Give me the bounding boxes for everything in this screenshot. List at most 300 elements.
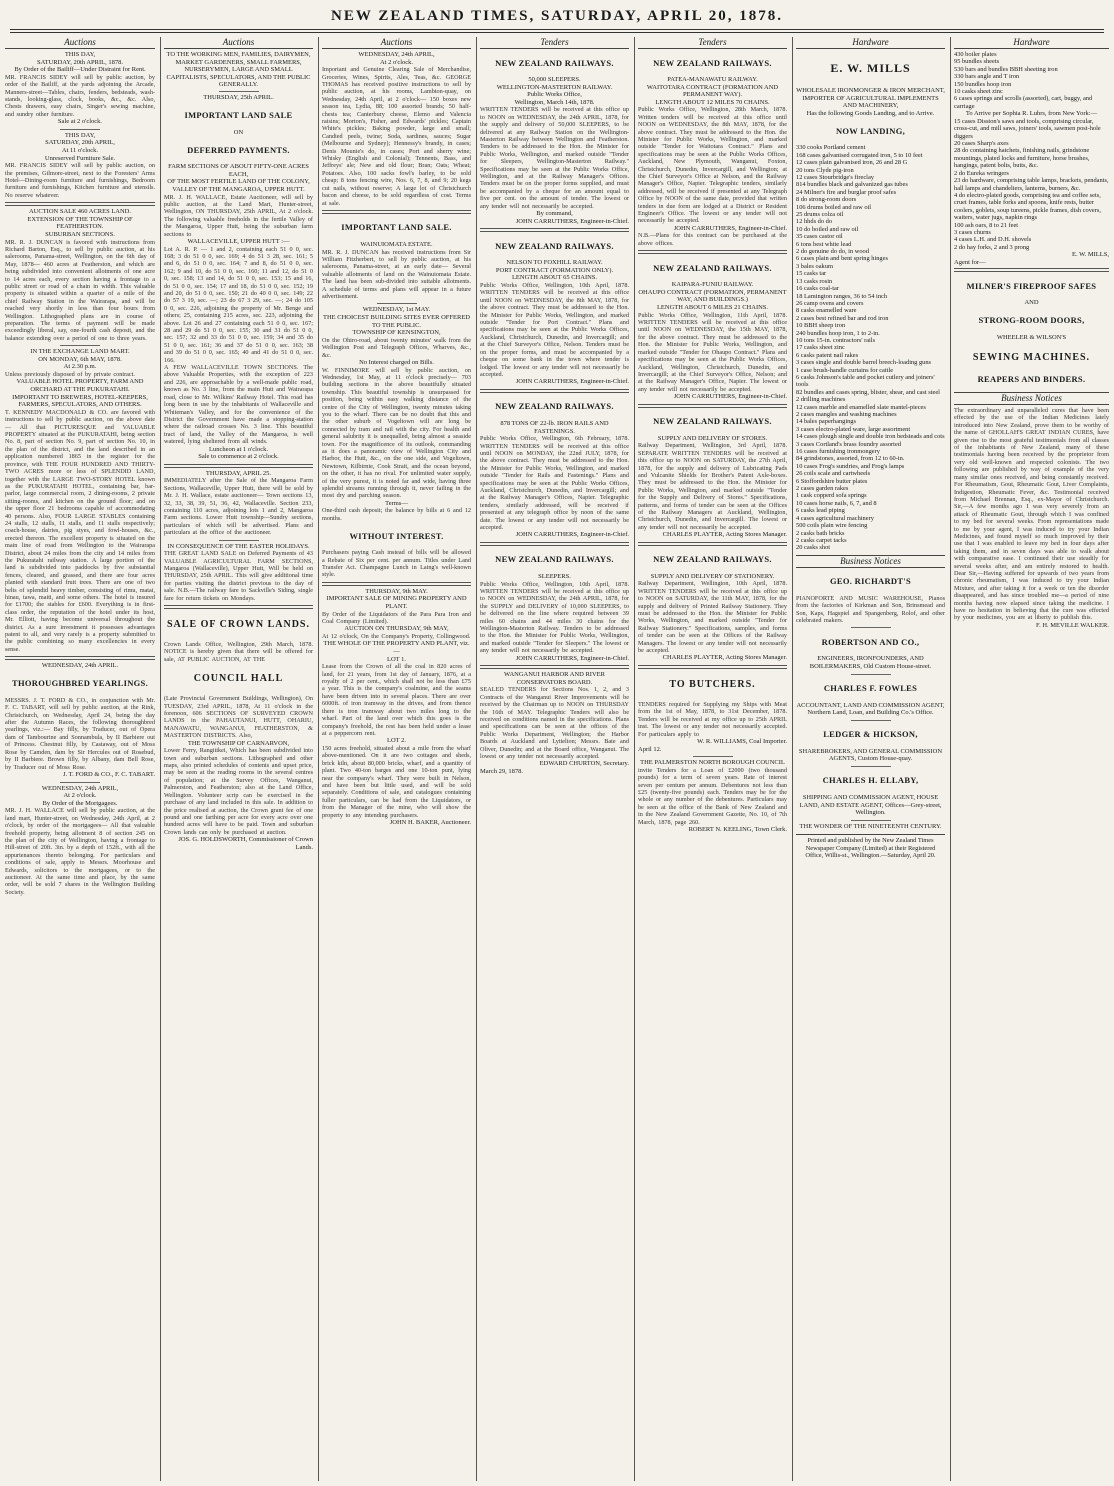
ad-signature: E. W. MILLS,: [1071, 251, 1109, 259]
ad-body: IMMEDIATELY after the Sale of the Mangaroa Farm Sections, Wallaceville, Upper Hutt, there will be sold by Mr. J. H. Wallace, estate auctioneer— Town sections 13, 32, 33, 38, 39, 51, 36, 42, Wallaceville. Section 233, containing 110 acres, adjoining lots 1 and 2, Mangaroa Farm sections. Lower Hutt township—Sundry sections, particulars of which will be advertised. Plans and particulars at the office of the auctioneer.: [164, 477, 313, 537]
tender-ad: [480, 401, 629, 539]
column-hardware-2: [950, 37, 1112, 1481]
column-heading: Hardware: [796, 37, 945, 49]
goods-list-item: 12 cases Stourbridge's fireclay: [796, 174, 874, 181]
ad-signature: JOHN CARRUTHERS, Engineer-in-Chief.: [515, 531, 629, 539]
ad-text: ACCOUNTANT, LAND AND COMMISSION AGENT, Northern Land, Loan, and Building Co.'s Office.: [796, 701, 945, 717]
ad-heading: NOW LANDING,: [835, 125, 906, 136]
ad-subhead: NELSON TO FOXHILL RAILWAY.: [506, 259, 603, 267]
business-notice: [796, 775, 945, 816]
ad-signature: ROBERT N. KEELING, Town Clerk.: [688, 826, 787, 834]
ad-body: At 12 o'clock, On the Company's Property, Collingwood.: [322, 633, 471, 641]
divider: [377, 303, 417, 304]
divider: [5, 656, 155, 660]
ad-heading: SEWING MACHINES.: [972, 351, 1091, 363]
ad-body: N.B.—Plans for this contract can be purchased at the above offices.: [638, 232, 787, 247]
ad-date: WEDNESDAY, 24th APRIL,: [358, 51, 435, 58]
goods-list-item: 20 tons Clyde pig-iron: [796, 166, 854, 174]
ad-body: Railway Department, Wellington, 10th April, 1878. WRITTEN TENDERS will be received at this office up to NOON on SATURDAY, the 11th MAY, 1878, for the supply and delivery of Printed Railway Stationery. They must be addressed to the Hon. the Minister for Public Works, Wellington, and marked outside "Tender for Railway Stationery." Specifications, samples, and forms of tender can be seen at the Offices of the Railway Managers. The lowest or any tender will not necessarily be accepted.: [638, 580, 787, 655]
masthead-rule: [10, 29, 1104, 30]
divider: [480, 389, 629, 393]
advertiser-name: ROBERTSON AND CO.,: [821, 636, 920, 647]
ad-body: MR. R. J. DUNCAN has received instructions from Sir William Fitzherbert, to sell by public auction, at his salerooms, Panama-street, at an early date— Several valuable allotments of land on the Wainuiomata Estate. The land has been sub-divided into suitable allotments. A schedule of terms and plans will appear in a future advertisement.: [322, 248, 471, 300]
ad-subhead: EXTENSION OF THE TOWNSHIP OF FEATHERSTON.: [27, 215, 133, 231]
section-heading: Business Notices: [954, 392, 1109, 405]
divider: [851, 627, 891, 628]
hardware-ad: [796, 61, 945, 552]
goods-list-item: 10 do boiled and raw oil: [796, 225, 859, 233]
ad-body: The extraordinary and unparalleled cures that have been effected by the use of the Indian Medicines lately introduced into New Zealand, prove them to be worthy of the name of GHOLLAH'S GREAT INDIAN CURES, have given rise to the most grateful testimonials from all classes of the inhabitants of New Zealand, many of these testimonials having been received by the proprietor from very old well-known and respected colonists. The two following are published by way of example of the very many similar ones received, and being constantly received. For Rheumatism, Gout, Rheumatic Gout, Liver Complaints, Indigestion, Rheumatic Fever, &c. Testimonial received from Michael Brennan, Esq., ex-Mayor of Christchurch. Sir,—A few months ago I was very severely from an attack of Rheumatic Gout, through which I was confined to my bed for several weeks. From representations made to me by your agent, I was induced to try your Indian Medicines, and found myself so much improved by their use that I was enabled to leave my bed in four days after taking them, and in seven days was able to walk about with comparative ease. I continued their use steadily for several weeks after, and am entirely restored to health. Dear Sir,—Having suffered for upwards of two years from chronic rheumatism, I was induced to try your Indian Mixture, and after taking it for a week or ten the disorder disappeared, and has since troubled me—a period of nine months having now elapsed since taking the medicine. I have no hesitation in believing that the cure was effected by your medicines, you are at liberty to publish this.: [954, 407, 1109, 622]
tender-ad: [638, 58, 787, 248]
ad-body: W. FINNIMORE will sell by public auction, on Wednesday, 1st May, at 11 o'clock precisely— 703 building sections in the above beautifully situated township. This beautiful township is unsurpassed for position, being within easy walking distance of the centre of the City of Wellington, twenty minutes taking you to the wharf. There can be no doubt that this and the other suburb of Vogeltown will are long be connected by tram and rail with the city. For health and general salubrity it is unequalled, being almost a seaside town. For the magnificence of its outlook, commanding as it does a panoramic view of Wellington City and Harbor, the Hutt, &c., on the one side, and Vogeltown, Newtown, Kilbirnie, Cook Strait, and the ocean beyond, on the other, it has no rival. For unlimited water supply, of the very purest, it is noted far and wide, having three splendid streams running through it, never failing in the most dry and parching season.: [322, 366, 471, 500]
goods-list-item: 35 cases castor oil: [796, 233, 843, 241]
divider: [480, 542, 629, 546]
ad-text: SHIPPING AND COMMISSION AGENT, HOUSE LAND, AND ESTATE AGENT, Offices—Grey-street, Wellington.: [799, 793, 942, 817]
ad-body: Purchasers paying Cash instead of bills will be allowed a Rebate of Six per cent. per annum. Titles under Land Transfer Act. Champagne Lunch in Laing's well-known style.: [322, 549, 471, 579]
goods-list-item: 26 coils scale and cartwheels: [796, 470, 871, 478]
goods-list-item: 95 bundles sheets: [954, 58, 1000, 66]
ad-date: SATURDAY, 20th APRIL,: [45, 139, 115, 147]
divider: [219, 540, 259, 541]
ad-heading: NEW ZEALAND RAILWAYS.: [495, 554, 614, 565]
goods-list-item: 106 drums boiled and raw oil: [796, 203, 872, 211]
column-heading: Hardware: [954, 37, 1109, 49]
divider: [638, 665, 787, 669]
goods-list-item: 15 cases Disston's saws and tools, comprising circular, cross-cut, and mill saws, joiners' tools, sawmen post-hole diggers: [954, 117, 1101, 140]
goods-list-item: 330 bars angle and T iron: [954, 73, 1020, 81]
auction-ad: [5, 348, 155, 653]
goods-list-item: 23 do hardware, comprising table lamps, brackets, pendants, hall lamps and chandeliers, lanterns, burners, &c.: [954, 177, 1109, 192]
ad-subhead: SLEEPERS.: [538, 572, 571, 580]
business-notice: [796, 637, 945, 671]
ad-body: Lower Ferry, Rangitikei, Which has been subdivided into town and suburban sections. Lithographed and other maps, also printed schedules of contents and upset price, may be seen at the reading rooms in the several centres of population; at the Survey Offices, Wanganui, Palmerston, and Featherston; also at the Land Office, Wellington. Volunteer scrip can be exercised in the purchase of any land included in this sale. In addition to the price realised at auction, the Crown grant fee of one pound and one farthing per acre for every acre over one hundred acres will have to be paid. Town and suburban Crown lands can only be purchased at auction.: [164, 747, 313, 836]
tender-ad: [480, 554, 629, 662]
ad-heading: IMPORTANT LAND SALE: [184, 110, 293, 121]
divider: [693, 756, 733, 757]
ad-subhead: IMPORTER OF AGRICULTURAL IMPLEMENTS AND MACHINERY,: [802, 94, 939, 110]
ad-heading: COUNCIL HALL: [193, 673, 284, 685]
ad-text: Has the following Goods Landing, and to Arrive.: [806, 109, 935, 117]
column-heading: Auctions: [5, 37, 155, 49]
ad-heading: THOROUGHBRED YEARLINGS.: [12, 678, 148, 689]
ad-subhead: WHOLESALE IRONMONGER & IRON MERCHANT,: [796, 87, 945, 94]
ad-text: Luncheon at 1 o'clock.: [209, 445, 268, 453]
column-heading: Tenders: [480, 37, 629, 49]
goods-list: [954, 51, 1109, 110]
goods-list-item: 2 drilling machines: [796, 396, 846, 404]
ad-text: Terms—: [385, 499, 408, 507]
column-hardware-1: [792, 37, 948, 1481]
ad-body: THE GREAT LAND SALE on Deferred Payments of 43 VALUABLE AGRICULTURAL FARM SECTIONS, Mangaroa (Wallaceville), Upper Hutt, Will be held on THURSDAY, 25th APRIL. This will give additional time for parties visiting the district previous to the day of sale. N.B.—The railway fare to Sackville's Siding, single fare for return tickets on Mondays.: [164, 550, 313, 602]
ad-subhead: THE WHOLE OF THE PROPERTY AND PLANT, viz.—: [323, 640, 470, 656]
ad-date: THURSDAY, 25th APRIL.: [203, 93, 274, 101]
divider: [164, 464, 313, 468]
ad-time: At 2 o'clock.: [379, 58, 414, 66]
divider: [164, 605, 313, 609]
ad-heading: IMPORTANT LAND SALE.: [341, 222, 452, 233]
divider: [480, 665, 629, 669]
divider: [219, 91, 259, 92]
goods-list-item: 13 casks rosin: [796, 277, 833, 285]
ad-text: AND: [1024, 299, 1039, 307]
goods-list-item: 17 casks sheet zinc: [796, 344, 845, 352]
ad-subhead: SUBURBAN SECTIONS.: [45, 231, 115, 238]
ad-text: SHAREBROKERS, AND GENERAL COMMISSION AGENTS, Custom House-quay.: [798, 747, 943, 763]
ad-body: Lease from the Crown of all the coal in 820 acres of land, for 21 years, from 1st day of January, 1876, at a royalty of 2 per cent., which shall not be less than £75 a year. This is the company's coalmine, and the seams have been driven into in several places. There are over 6000ft. of iron tramway in the drives, and from thence there is iron tramway about two miles long to the wharf. Part of the land over which this goes is the company's freehold, the rest has been held under a lease at a peppercorn rent.: [322, 663, 471, 737]
ad-subhead: SUPPLY AND DELIVERY OF STATIONERY.: [650, 572, 775, 580]
ad-signature: JOHN CARRUTHERS, Engineer-in-Chief.: [673, 393, 787, 401]
tender-ad: [638, 416, 787, 539]
auction-ad: [5, 51, 155, 126]
ad-signature: JOHN H. BAKER, Auctioneer.: [389, 818, 471, 826]
goods-list-item: 2 cases mangles and washing machines: [796, 411, 897, 418]
ad-heading: THE WONDER OF THE NINETEENTH CENTURY.: [799, 822, 942, 830]
auction-ad: [164, 543, 313, 602]
auction-ad: [5, 662, 155, 778]
ad-signature: CHARLES PLAYTER, Acting Stores Manager.: [662, 654, 787, 662]
ad-heading: DEFERRED PAYMENTS.: [187, 144, 290, 155]
ad-body: MR. J. H. WALLACE, Estate Auctioneer, will sell by public auction, at the Land Mart, Hunter-street, Wellington, ON THURSDAY, 25th APRIL, At 2 o'clock. The following valuable freeholds in the fertile Valley of the Mangaroa, Upper Hutt, being the suburban farm sections to: [164, 193, 313, 238]
goods-list-item: 6 casks patent nail rakes: [796, 351, 859, 359]
ad-heading: SALE OF CROWN LANDS.: [167, 619, 310, 630]
ad-subhead: KAIPARA-FUNIU RAILWAY.: [671, 281, 754, 289]
goods-list-item: 430 boiler plates: [954, 51, 997, 58]
ad-body: MR. FRANCIS SIDEY will sell by public auction, on the premises, Gilmore-street, next to the Foresters' Arms Hotel—Dining-room furniture and furnishings, Bedroom furniture and furnishings, Kitchen furniture and utensils. No reserve whatever.: [5, 162, 155, 199]
ad-signature: JOHN CARRUTHERS, Engineer-in-Chief.: [673, 224, 787, 232]
goods-list-item: 1 cask copperd sofa springs: [796, 492, 867, 500]
ad-text: WHEELER & WILSON'S: [996, 333, 1067, 341]
goods-list-item: 4 cases agricultural machinery: [796, 514, 874, 522]
column-heading: Tenders: [638, 37, 787, 49]
auction-ad: [164, 51, 313, 461]
ad-text: Agent for—: [954, 258, 986, 266]
ad-text: LOT 1.: [386, 655, 407, 663]
masthead-rule-2: [10, 32, 1104, 33]
ad-subhead: WAINUIOMATA ESTATE.: [360, 240, 433, 248]
ad-body: By Order of the Liquidators of the Para Para Iron and Coal Company (Limited).: [322, 610, 471, 626]
ad-body: invite Tenders for a Loan of £2000 (two thousand pounds) for a term of seven years. Rate of interest seven per centum per annum. Debentures not less than £25 (twenty-five pounds) each. Tenders may be for the whole or any number of the debentures. Particulars may be seen at the office of the Bank of New Zealand and in the New Zealand Government Gazette, No. 10, of 7th March, 1878, page 260.: [638, 766, 787, 826]
divider: [480, 228, 629, 232]
auction-ad: [5, 208, 155, 342]
goods-list-item: 240 bundles hoop iron, 1 to 2-in.: [796, 329, 880, 337]
advertiser-name: LEDGER & HICKSON,: [823, 729, 918, 740]
goods-list-item: 14 bales paperhangings: [796, 418, 856, 426]
goods-list-item: 8 casks enamelled ware: [796, 307, 857, 315]
ad-body: Public Works Office, Wellington, 10th April, 1878. WRITTEN TENDERS will be received at this office until NOON on WEDNESDAY, the 8th MAY, 1878, for the above contract. They must be addressed to the Hon. the Minister for Public Works, Wellington, and marked outside "Tender for Port Contract." Plans and specifications may be seen at the Public Works Offices, Auckland, Christchurch, Dunedin, and Invercargill; and at the Chief Surveyor's Office, Nelson. Tenders must be on the proper forms, and must be accompanied by a cheque on some bank in the town where tender is lodged. The lowest or any tender will not necessarily be accepted.: [480, 282, 629, 378]
ad-body: One-third cash deposit; the balance by bills at 6 and 12 months.: [322, 507, 471, 522]
ad-body: On the Ohiro-road, about twenty minutes' walk from the Wellington Post and Telegraph Offices, Wharves, &c., &c.: [322, 336, 471, 359]
ad-heading: NEW ZEALAND RAILWAYS.: [653, 57, 772, 68]
ad-heading: THE PALMERSTON NORTH BOROUGH COUNCIL: [640, 759, 785, 767]
ad-subhead: 50,000 SLEEPERS.: [528, 76, 581, 83]
ad-body: T. KENNEDY MACDONALD & CO. are favored with instructions to sell by public auction, on the above date— All that PICTURESQUE and VALUABLE PROPERTY situated at the PUKURATAHI, being section No. 8, part of section No. 9, part of section No. 10, in the plan of the district, and the land described in an application numbered 1865 in the register for the province, with THE FOUR HUNDRED AND THIRTY-TWO ACRES more or less of SPLENDID LAND, together with the LARGE TWO-STORY HOTEL known as the PUKURATAHI HOTEL, containing bar, bar-parlor, large commercial room, 2 dining-rooms, 2 private sitting-rooms, and kitchen on the ground floor; and on the upper floor 21 bedrooms capable of accommodating 40 persons. Also, FOUR LARGE STABLES containing 24 stalls, 12 stalls, 11 stalls, and 11 stalls respectively; coach-house, dairies, pig styes, and fowl-houses, &c., erected thereon. The excellent property is situated on the main line of road from Wellington to the Wairarapa District, about 24 miles from the city and 14 miles from the Pukuratahi railway station. A large portion of the land is subdivided into paddocks by five substantial fences, cleared, and grassed, and there are four acres planted with standard fruit trees. There are one of two belts of splendid heavy timber, consisting of rimu, matai, hinau, tawa, maiti, and some others. The hotel is insured for £1700; the stables for £600. Everything is in first-class order, the reputation of the hotel under its host, Mr. Elliott, having become universal throughout the district. As a sure investment it possesses advantages patent to all, and very rarely is a property submitted to the public combining so many excellencies in every sense.: [5, 408, 155, 653]
goods-list-item: 814 bundles black and galvanized gas tubes: [796, 181, 908, 189]
ad-text: ENGINEERS, IRONFOUNDERS, AND BOILERMAKERS, Old Custom House-street.: [809, 655, 932, 670]
goods-list-item: 6 cases springs and scrolls (assorted), cart, buggy, and carriage: [954, 95, 1093, 110]
ad-subhead: Unreserved Furniture Sale.: [44, 154, 116, 162]
ad-date: THURSDAY, APRIL 25.: [205, 469, 272, 477]
ad-day: WEDNESDAY, 24th APRIL.: [41, 662, 119, 670]
goods-list-item: 6 casks lead piping: [796, 507, 845, 515]
divider: [851, 720, 891, 721]
ad-signature: JOHN CARRUTHERS, Engineer-in-Chief.: [515, 378, 629, 386]
goods-list-item: 8 do strong-room doors: [796, 196, 857, 204]
column-auctions-2: [160, 37, 316, 1481]
ad-heading: NEW ZEALAND RAILWAYS.: [653, 262, 772, 273]
column-heading: Auctions: [164, 37, 313, 49]
goods-list-item: 10 BBH sheep iron: [796, 322, 846, 330]
ad-date: SATURDAY, 20th APRIL, 1878.: [37, 58, 123, 66]
masthead: [0, 0, 1114, 26]
masthead-title: NEW ZEALAND TIMES, SATURDAY, APRIL 20, 1878.: [331, 8, 783, 24]
goods-list-item: 82 bundles and cases spring, blister, shear, and cast steel: [796, 388, 940, 396]
divider: [851, 674, 891, 675]
goods-list-item: 26 camp ovens and covers: [796, 299, 864, 307]
tender-ad: [480, 671, 629, 775]
divider: [5, 202, 155, 206]
ad-text: Sale to commence at 2 o'clock.: [198, 453, 279, 461]
ad-subhead: THE TOWNSHIP OF CARNARVON,: [187, 739, 290, 747]
goods-list-item: 84 grindstones, assorted, from 12 to 60-in.: [796, 455, 905, 463]
goods-list-item: 12 cases plain galvanised iron, 26 and 28 G: [796, 159, 908, 167]
newspaper-columns: [2, 37, 1112, 1481]
ad-body: SEALED TENDERS for Sections Nos. 1, 2, and 3 Contracts of the Wanganui River Improvements will be received by the Chairman up to NOON on THURSDAY the 16th of MAY. Telegraphic Tenders will also be received on conditions named in the specifications. Plans and specifications can be seen at the offices of the Public Works Department, Wellington; the Harbor Boards at Auckland and Lyttelton; Messrs. Bate and Oliver, Dunedin; and at the Board office, Wanganui. The lowest or any tender not necessarily accepted.: [480, 686, 629, 761]
goods-list-item: 20 casks shot: [796, 544, 831, 552]
ad-text: Public Works Office,: [527, 91, 582, 99]
goods-list-item: 2 cases garden rakes: [796, 485, 849, 493]
goods-list-item: 1 case brush-handle curtains for cattle: [796, 366, 894, 374]
ad-byline: By Order of the Mortgagees.: [42, 799, 118, 807]
goods-list-item: 10 cases Frog's sundries, and Frog's lamps: [796, 462, 905, 470]
goods-list-item: 24 Milner's fire and burglar proof safes: [796, 188, 897, 196]
ad-text: LOT 2.: [386, 737, 407, 745]
ad-text: By command,: [536, 210, 573, 218]
goods-list-item: 16 casks coal-tar: [796, 285, 839, 293]
ad-subhead: WELLINGTON-MASTERTON RAILWAY.: [496, 83, 613, 91]
ad-heading: IMPORTANT SALE OF MINING PROPERTY AND PLANT.: [326, 595, 467, 611]
tender-ad: [638, 679, 787, 753]
printer-footer: Printed and published by the New Zealand Times Newspaper Company (Limited) at their Registered Office, Willis-st., Wellington.—Saturday, April 20.: [796, 834, 945, 860]
auction-ad: [322, 51, 471, 207]
ad-byline: By Order of the Bailiff—Under Distraint for Rent.: [14, 66, 146, 74]
ad-body: MR. R. J. DUNCAN is favored with instructions from Richard Barton, Esq., to sell by public auction, at his salerooms, Panama-street, Wellington, on the 6th day of May, 1878— 460 acres at Featherston, and which are being subdivided into convenient allotments of one acre to 14 acres each, every section having a frontage to a public street or road of a chain in width. This valuable property is situated within a quarter of a mile of the chief Railway Station in the Wairarapa, and will be reached very shortly in less than four hours from Wellington. Lithographed plans are in course of preparation. The terms of payment will be made exceedingly liberal, say, one-fourth cash deposit, and the balance extending over a period of one to three years.: [5, 238, 155, 342]
ad-signature: EDWARD CHURTON, Secretary.: [539, 760, 629, 768]
ad-heading: IN THE EXCHANGE LAND MART.: [30, 348, 130, 356]
ad-body: MESSRS. J. T. FORD & CO., in conjunction with Mr. F. C. TABART, will sell by public auction, at the Rink, Christchurch, on Wednesday, April 24, being the day after the Autumn Races, the following thoroughbred yearlings, viz.:— Bay filly, by Traducer, out of Opera dam of Tambourine and Sonnambula, by II Barbiere out of Princess. Chestnut filly, by Castaway, out of Moss Rose by Camden, dam by Sir Hercules out of Rosebud, by II Barbiere. Brown filly, by Albany, dam Bell Rose, by Traducer out of Moss Rose.: [5, 696, 155, 771]
goods-list-item: 12 cases marble and enamelled slate mantel-pieces: [796, 403, 926, 411]
divider: [954, 268, 1109, 272]
tender-ad: [638, 554, 787, 662]
hardware-ad: [954, 51, 1109, 384]
goods-list-item: 150 bundles hoop iron: [954, 80, 1012, 88]
divider: [638, 542, 787, 546]
goods-list-item: 2 do hay forks, 2 and 3 prong: [954, 243, 1030, 251]
goods-list-item: 6 cases plain and bent spring hinges: [796, 255, 888, 263]
goods-list-item: 10 tons 15-in. contractors' rails: [796, 336, 876, 344]
tender-ad: [480, 241, 629, 386]
ad-body: MR. J. H. WALLACE will sell by public auction, at the land mart, Hunter-street, on Wednesday, 24th April, at 2 o'clock, by order of the mortgagees— All that valuable freehold property, being allotment 8 of section 245 on the plan of the city of Wellington, having a frontage to Hill-street of 20ft. 3in. by a depth of 152ft., with all the appurtenances thereto belonging. For particulars and conditions of sale, apply to Messrs. Moorhouse and Edwards, solicitors to the mortgagees, or to the auctioneer. At the same time and place, by the same order, will be sold 7 shares in the Wellington Building Society.: [5, 807, 155, 896]
divider: [60, 782, 100, 783]
advertiser-name: CHARLES F. FOWLES: [823, 683, 918, 694]
auction-ad: [5, 785, 155, 897]
ad-subhead: LENGTH ABOUT 12 MILES 70 CHAINS.: [655, 98, 770, 106]
ad-subhead: 878 TONS OF 22-lb. IRON RAILS AND FASTENINGS.: [500, 419, 609, 435]
ad-date: THURSDAY, 9th MAY.: [365, 587, 428, 595]
ad-heading: STRONG-ROOM DOORS,: [978, 315, 1085, 326]
ad-heading: WITHOUT INTEREST.: [349, 530, 444, 541]
column-tenders-2: [634, 37, 790, 1481]
ad-signature: F. H. MEVILLE WALKER.: [1035, 621, 1109, 629]
goods-list-item: 4 cases L.H. and D.H. shovels: [954, 236, 1032, 244]
ad-date: Wellington, March 14th, 1878.: [514, 98, 595, 106]
goods-list-item: 14 cases plough single and double iron bedsteads and cots: [796, 433, 945, 441]
section-heading: Business Notices: [796, 555, 945, 568]
ad-date: March 29, 1878.: [480, 768, 523, 776]
ad-subhead: To Arrive per Sophia R. Luhrs, from New York:—: [965, 110, 1098, 118]
goods-list-item: 2 casks bath bricks: [796, 529, 845, 537]
divider: [322, 210, 471, 214]
ad-text: No Interest charged on Bills.: [359, 358, 434, 366]
ad-heading: REAPERS AND BINDERS.: [977, 373, 1086, 384]
ad-body: Public Works Office, Wellington, 10th April, 1878. WRITTEN TENDERS will be received at this office up to NOON on WEDNESDAY, the 24th APRIL, 1878, for the SUPPLY and DELIVERY of 10,000 SLEEPERS, to be delivered on the line where required between 39 miles 60 chains and 44 miles 30 chains for the Wellington-Masterton Railway. Tenders to be addressed to the Hon. the Minister for Public Works, Wellington, and marked outside "Tender for Sleepers." The lowest or any tender will not necessarily be accepted.: [480, 580, 629, 655]
goods-list-item: 25 drums colza oil: [796, 211, 844, 219]
auction-ad: [164, 619, 313, 851]
ad-heading: NEW ZEALAND RAILWAYS.: [653, 554, 772, 565]
divider: [60, 129, 100, 130]
ad-subhead: LENGTH ABOUT 6 MILES 21 CHAINS.: [656, 304, 769, 312]
auction-ad: [322, 222, 471, 300]
goods-list-item: 168 cases galvanised corrugated iron, 5 to 10 feet: [796, 151, 923, 159]
goods-list-item: 3 cases electro-plated ware, large assortment: [796, 425, 911, 433]
ad-subhead: PORT CONTRACT (FORMATION ONLY).: [495, 266, 614, 274]
goods-list-item: 16 cases furnishing ironmongery: [796, 448, 880, 456]
goods-list-item: 10 cases horse nails, 6, 7, and 8: [796, 499, 877, 507]
ad-body: Crown Lands Office, Wellington, 29th March, 1878. NOTICE is hereby given that there will be offered for sale, AT PUBLIC AUCTION, AT THE: [164, 641, 313, 663]
ad-time: At 11 o'clock.: [61, 147, 99, 154]
goods-list-item: 10 casks sheet zinc: [954, 88, 1003, 96]
goods-list-item: 6 tons best white lead: [796, 240, 852, 248]
ad-subhead: OF THE MOST FERTILE LAND OF THE COLONY,: [167, 178, 310, 186]
ad-body: WRITTEN TENDERS will be received at this office up to NOON on WEDNESDAY, the 24th APRIL, 1878, for the supply and delivery of 50,000 SLEEPERS, to be delivered at any Railway Station on the Wellington-Masterton Railway between Wellington and Featherston. Tenders to be addressed to the Hon. the Minister for Public Works, Wellington, and marked outside "Tender for Sleepers, Wellington-Masterton Railway." Specifications may be seen at the Public Works Office, Wellington, and at the Railway Manager's Offices. Tenders must be on the proper forms supplied, and must be accompanied by a cheque for an amount equal to five per cent. on the amount of tender. The lowest or any tender will not necessarily be accepted.: [480, 106, 629, 210]
ad-body: Unless previously disposed of by private contract.: [5, 371, 135, 379]
ad-subhead: PATEA-MANAWATU RAILWAY.: [667, 76, 758, 83]
business-notice: [796, 683, 945, 717]
ad-body: Public Works Office, Wellington, 6th February, 1878. WRITTEN TENDERS will be received at this office until NOON on MONDAY, the 22nd JULY, 1878, for the above contract. They must be addressed to the Hon. the Minister for Public Works, Wellington, and marked outside "Tender for Rails and Fastenings." Plans and specifications may be seen at the Public Works Offices, Auckland, Christchurch, Dunedin, and Invercargill; and at the Railway Manager's Offices, Napier. Telegraphic tenders, similarly addressed, will be received if presented at any telegraph office by noon of the same date. The lowest or any tender will not necessarily be accepted.: [480, 435, 629, 531]
ad-time: At 2.30 p.m.: [63, 363, 97, 371]
tender-ad: [638, 759, 787, 833]
goods-list-item: 18 Lamington ranges, 36 to 54 inch: [796, 292, 888, 300]
ad-heading: THE CHOICEST BUILDING SITES EVER OFFERED TO THE PUBLIC.: [322, 313, 471, 329]
ad-signature: J. T. FORD & CO., F. C. TABART.: [63, 770, 155, 778]
ad-heading: WANGANUI HARBOR AND RIVER CONSERVATORS BOARD.: [504, 671, 605, 686]
goods-list-item: 330 cooks Portland cement: [796, 144, 866, 152]
goods-list-item: 12 hhds do do: [796, 218, 833, 226]
ad-signature: W. R. WILLIAMS, Coal Importer.: [697, 738, 787, 746]
column-auctions-3: [318, 37, 474, 1481]
divider: [60, 345, 100, 346]
ad-subhead: FARM SECTIONS OF ABOUT FIFTY-ONE ACRES EACH,: [168, 163, 309, 178]
goods-list-item: 500 coils plain wire fencing: [796, 522, 868, 530]
tender-ad: [638, 263, 787, 401]
goods-list-item: 15 casks tar: [796, 270, 827, 278]
goods-list-item: 3 bales oakum: [796, 262, 833, 270]
auction-ad: [164, 470, 313, 537]
goods-list-item: 2 do Eureka wringers: [954, 169, 1009, 177]
column-heading: Auctions: [322, 37, 471, 49]
ad-date: April 12.: [638, 745, 662, 753]
ad-heading: MILNER'S FIREPROOF SAFES: [966, 280, 1097, 291]
divider: [322, 582, 471, 586]
goods-list-item: 6 Stoffordshire butter plates: [796, 477, 868, 485]
ad-body: Railway Department, Wellington, 3rd April, 1878. SEPARATE WRITTEN TENDERS will be received at this office up to NOON on SATURDAY, the 27th April, 1878, for the supply and delivery of Lubricating Pads and Vulcanite Shields for Brother's Patent Axle-boxes. They must be addressed to the Hon. the Minister for Public Works, Wellington, and marked outside "Tender for the Supply and Delivery of Stores." Specifications, patterns, and forms of tender can be seen at the Offices of the Railway Managers at Auckland, Wellington, Christchurch, Dunedin, and Invercargill. The lowest or any tender will not necessarily be accepted.: [638, 442, 787, 531]
goods-list: [954, 118, 1109, 251]
ad-body: MR. FRANCIS SIDEY will sell by public auction, by order of the Bailiff, at the yards adjoining the Arcade, Manners-street—Tables, chairs, fenders, bedsteads, wash-stands, looking-glass, clock, books, &c., &c. Also, Chests drawers, easy chairs, Singer's sewing machine, and sundry other furniture.: [5, 73, 155, 118]
ad-heading: NEW ZEALAND RAILWAYS.: [495, 401, 614, 412]
ad-subhead: WAITOTARA CONTRACT (FORMATION AND PERMANENT WAY).: [646, 83, 779, 99]
business-notice: [796, 729, 945, 763]
ad-date: ON MONDAY, 6th MAY, 1878.: [38, 355, 122, 363]
ad-day: THIS DAY,: [64, 51, 96, 58]
goods-list-item: 28 do containing hatchets, finishing nails, grindstone mountings, plated locks and furniture, horse brushes, hangings, patent bolts, butts, &c.: [954, 147, 1090, 170]
ad-body: 150 acres freehold, situated about a mile from the wharf above-mentioned. On it are two cottages and sheds, brick kiln, about 80,000 bricks, wharf, and a quantity of plant. Two 40-ton barges and one 10-ton punt, lying near the company's wharf. They were built in Nelson, and have been but little used, and will be sold separately. Conditions of sale, and catalogues containing fuller particulars, can be had from the Liquidators, or from the Manager of the mine, who will show the property to any intending purchasers.: [322, 744, 471, 819]
ad-heading: VALUABLE HOTEL PROPERTY, FARM AND ORCHARD AT THE PUKURATAHI.: [16, 378, 144, 394]
ad-signature: JOHN CARRUTHERS, Engineer-in-Chief.: [515, 654, 629, 662]
ad-text: ON: [233, 128, 244, 136]
ad-signature: JOHN CARRUTHERS, Engineer-in-Chief.: [515, 217, 629, 225]
goods-list-item: 2 do genuine do do, in wood: [796, 248, 869, 256]
ad-heading: NEW ZEALAND RAILWAYS.: [495, 57, 614, 68]
divider: [638, 404, 787, 408]
goods-list-item: 4 do electro-plated goods, comprising tea and coffee sets, cruet frames, table forks and spoons, knife rests, butter coolers, goblets, soup tureens, pickle frames, dish covers, waiters, water jugs, napkin rings: [954, 191, 1101, 222]
ad-heading: TO BUTCHERS.: [669, 679, 756, 691]
advertiser-name: CHARLES H. ELLABY,: [822, 775, 919, 786]
goods-list-item: 20 cases Sharp's axes: [954, 140, 1009, 148]
ad-time: Sale at 2 o'clock.: [57, 118, 103, 126]
business-notice: [796, 576, 945, 624]
ad-subhead: LENGTH ABOUT 65 CHAINS.: [511, 274, 598, 282]
ad-date: WEDNESDAY, 1st MAY.: [362, 306, 431, 314]
goods-list-item: 530 bars and bundles BBH sheeting iron: [954, 65, 1058, 73]
ad-body: (Late Provincial Government Buildings, Wellington), On TUESDAY, 23rd APRIL, 1878, At 11 o'clock in the forenoon, 606 SECTIONS OF SURVEYED CROWN LANDS in the PAHAUTANUI, HUTT, OHARIU, MANAWATU, WANGANUI, FEATHERSTON, & MASTERTON DISTRICTS. Also,: [164, 695, 313, 740]
ad-heading: AUCTION SALE 460 ACRES LAND.: [28, 208, 132, 216]
ad-subhead: TOWNSHIP OF KENSINGTON,: [352, 329, 441, 337]
advertiser-name: GEO. RICHARDT'S: [829, 576, 911, 587]
auction-ad: [322, 588, 471, 827]
divider: [638, 250, 787, 254]
ad-subhead: AUCTION ON THURSDAY, 9th MAY,: [344, 625, 449, 633]
column-auctions-1: [2, 37, 158, 1481]
ad-body: Important and Genuine Clearing Sale of Merchandise, Groceries, Wines, Spirits, Ales, Teas, &c. GEORGE THOMAS has received positive instructions to sell by public auction, at his rooms, Lambton-quay, on Wednesday, 24th April, at 2 o'clock— 150 boxes new season tea, Lydia, 88; 100 assorted brands; 50 half-chests tea; Canterbury cheese, Elemo and Valencia raisins; Morton's, Fisher, and Edwards' pickles; Captain White's pickles; Baking powder, large and small; Candied peels, twine; Soda, sardines, sauces; Sugar (Melbourne and Sydney); Hennessy's brandy, in cases; Denis Mounie's do, in cases; Port and sherry wine; Whisky (English and Colonial); Tennents, Bass, and Jeffreys' ale; New and old flour; Bran; Oats; Wheat; Potatoes. Also, 100 sacks fowl's barley, to be sold cheap; 8 tons fencing wire, Nos. 6, 7, 8, and 9; 20 kegs cut nails, without reserve; A large lot of Christchurch bacon and cheese, to be sold regardless of cost. Terms at sale.: [322, 66, 471, 207]
ad-day: WEDNESDAY, 24th APRIL,: [41, 784, 119, 792]
ad-signature: CHARLES PLAYTER, Acting Stores Manager.: [662, 531, 787, 539]
ad-body: Public Works Office, Wellington, 11th April, 1878. WRITTEN TENDERS will be received at this office until NOON on WEDNESDAY, the 15th MAY, 1878, for the above contract. They must be addressed to the Hon. the Minister for Public Works, Wellington, and marked outside "Tender for Ohaupo Contract." Plans and specifications may be seen at the Public Works Offices, Auckland, Wellington, Christchurch, Dunedin, and Invercargill; at the Chief Surveyor's Office, Nelson; and at the Railway Manager's Office, Napier. The lowest or any tender will not necessarily be accepted.: [638, 311, 787, 393]
goods-list-item: 2 casks carpet tacks: [796, 536, 847, 544]
ad-subhead: WALLACEVILLE, UPPER HUTT :—: [187, 237, 290, 245]
tender-ad: [480, 58, 629, 226]
ad-heading: TO THE WORKING MEN, FAMILIES, DAIRYMEN, MARKET GARDENERS, SMALL FARMERS, NURSERYMEN, LARGE AND SMALL CAPITALISTS, SPECULATORS, AND THE PUBLIC GENERALLY.: [166, 51, 311, 89]
ad-body: A FEW WALLACEVILLE TOWN SECTIONS. The above Valuable Properties, with the exception of 223 and 226, are approachable by a well-made public road, known as No. 3 line, from the main Hutt and Wairarapa road, close to Mr. Wilkins' Railway Hotel. This road has long been in use by the inhabitants of Wallaceville and Whiteman's Valley, and for the convenience of the District the Government have made a stopping-station where the railroad crosses No. 3 line. This beautiful tract of land, the Valley of the Mangaroa, is well watered, lying sheltered from all winds.: [164, 364, 313, 446]
goods-list-item: 3 cases churns: [954, 228, 991, 236]
ad-body: TENDERS required for Supplying my Ships with Meat from the 1st of May, 1878, to 31st December, 1878. Tenders will be received at my office up to 25th APRIL inst. The lowest or any tender not necessarily accepted. For particulars apply to: [638, 701, 787, 738]
goods-list-item: 100 ash oars, 8 to 21 feet: [954, 221, 1019, 229]
ad-time: At 2 o'clock.: [63, 792, 97, 800]
advertiser-name: E. W. MILLS: [830, 61, 911, 75]
ad-body: PIANOFORTE AND MUSIC WAREHOUSE, Pianos from the factories of Kirkman and Son, Brinsmead and Son, Kaps, Hagspiel and Spangenberg, Rolof, and other celebrated makers.: [796, 594, 945, 624]
goods-list-item: 3 cases Cortland's brass foundry assorted: [796, 440, 901, 448]
ad-heading: NEW ZEALAND RAILWAYS.: [653, 416, 772, 427]
business-notice: [796, 823, 945, 831]
ad-day: THIS DAY,: [64, 131, 96, 139]
